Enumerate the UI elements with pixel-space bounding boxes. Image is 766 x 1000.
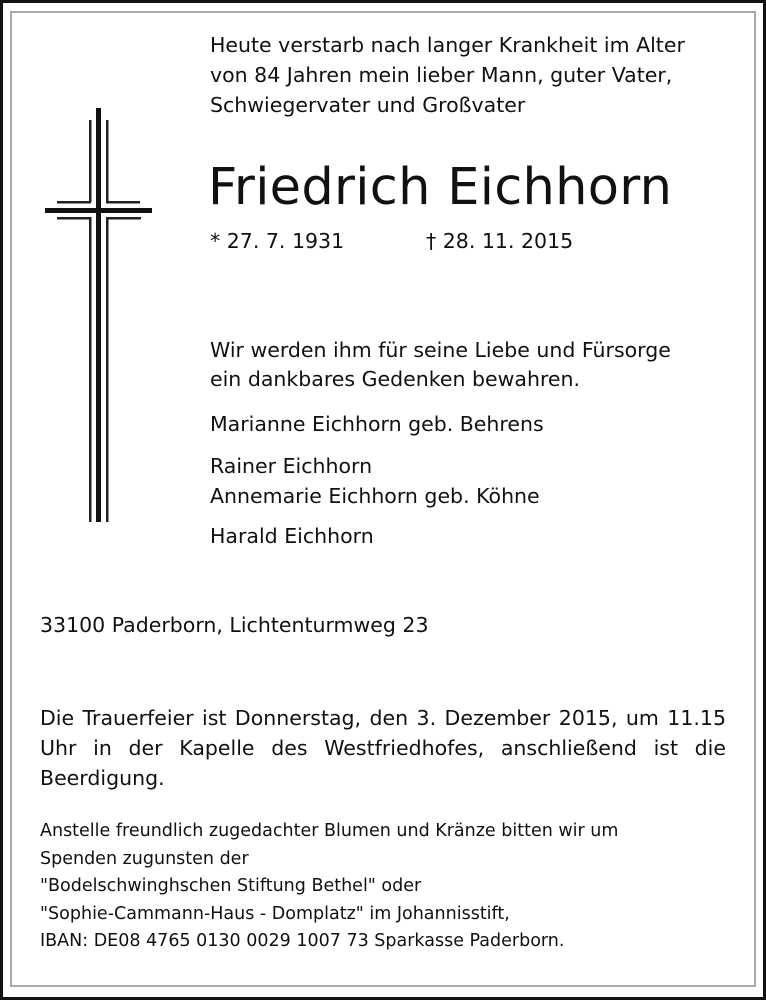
mourner-daughter-in-law: Annemarie Eichhorn geb. Köhne <box>210 484 540 508</box>
birth-date: * 27. 7. 1931 <box>210 229 345 253</box>
tribute-line: ein dankbares Gedenken bewahren. <box>210 367 581 391</box>
intro-line: von 84 Jahren mein lieber Mann, guter Vater, <box>210 63 673 87</box>
funeral-text: Die Trauerfeier ist Donnerstag, den 3. Dezember 2015, um 11.15 Uhr in der Kapelle des Westfriedhofes, anschließend ist die Beerdigung. <box>40 706 726 790</box>
tribute-text <box>210 336 671 394</box>
donation-line: Spenden zugunsten der <box>40 848 249 869</box>
mourner-son2: Harald Eichhorn <box>210 524 374 548</box>
cross-icon <box>40 100 160 530</box>
tribute-line: Wir werden ihm für seine Liebe und Fürsorge <box>210 338 671 362</box>
donation-line: IBAN: DE08 4765 0130 0029 1007 73 Sparkasse Paderborn. <box>40 931 565 951</box>
mourner-wife: Marianne Eichhorn geb. Behrens <box>210 412 544 436</box>
donation-line: "Sophie-Cammann-Haus - Domplatz" im Johannisstift, <box>40 903 510 924</box>
donation-text <box>40 818 618 956</box>
donation-line: Anstelle freundlich zugedachter Blumen und Kränze bitten wir um <box>40 821 619 841</box>
mourner-son: Rainer Eichhorn <box>210 454 373 478</box>
intro-line: Heute verstarb nach langer Krankheit im Alter <box>210 33 685 57</box>
deceased-name: Friedrich Eichhorn <box>208 158 673 217</box>
intro-line: Schwiegervater und Großvater <box>210 93 526 117</box>
death-date: † 28. 11. 2015 <box>426 229 574 253</box>
intro-text <box>210 30 685 120</box>
donation-line: "Bodelschwinghschen Stiftung Bethel" oder <box>40 876 422 896</box>
address: 33100 Paderborn, Lichtenturmweg 23 <box>40 613 429 637</box>
